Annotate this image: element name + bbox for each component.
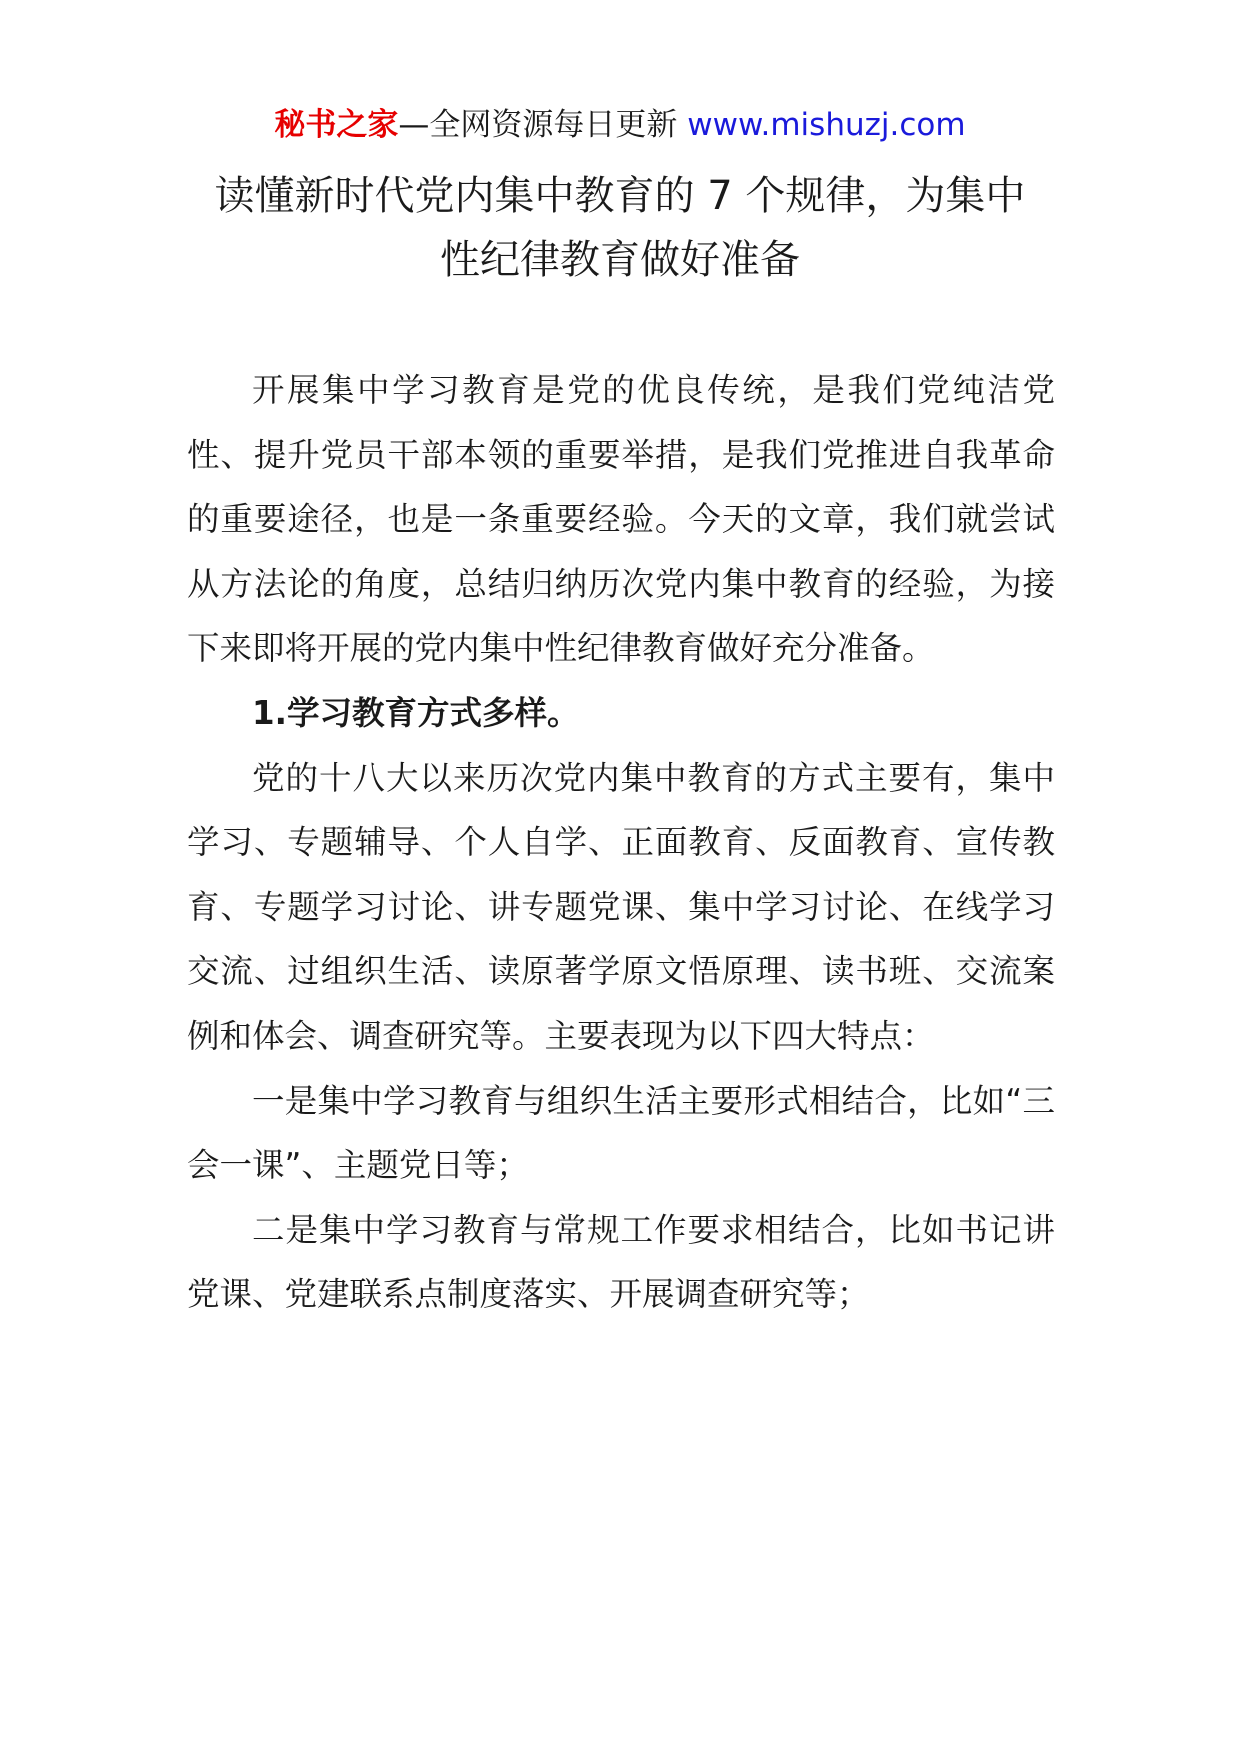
- title-line-2: 性纪律教育做好准备: [440, 237, 800, 283]
- body-paragraph-point-2: 二是集中学习教育与常规工作要求相结合，比如书记讲党课、党建联系点制度落实、开展调查研究等；: [187, 1210, 1055, 1314]
- body-paragraph: 党的十八大以来历次党内集中教育的方式主要有，集中学习、专题辅导、个人自学、正面教育、反面教育、宣传教育、专题学习讨论、讲专题党课、集中学习讨论、在线学习交流、过组织生活、读原著学原文悟原理、读书班、交流案例和体会、调查研究等。主要表现为以下四大特点：: [187, 758, 1055, 1055]
- intro-paragraph: 开展集中学习教育是党的优良传统，是我们党纯洁党性、提升党员干部本领的重要举措，是我们党推进自我革命的重要途径，也是一条重要经验。今天的文章，我们就尝试从方法论的角度，总结归纳历次党内集中教育的经验，为接下来即将开展的党内集中性纪律教育做好充分准备。: [187, 371, 1055, 668]
- banner-tagline: —全网资源每日更新: [398, 107, 678, 143]
- site-url-link[interactable]: www.mishuzj.com: [687, 107, 966, 143]
- brand-name: 秘书之家: [274, 107, 399, 143]
- document-title: [160, 164, 1080, 292]
- title-line-1: 读懂新时代党内集中教育的 7 个规律，为集中: [214, 173, 1026, 219]
- site-banner: [0, 102, 1240, 148]
- body-paragraph-point-1: 一是集中学习教育与组织生活主要形式相结合，比如“三会一课”、主题党日等；: [187, 1081, 1055, 1185]
- section-heading-1: 1.学习教育方式多样。: [252, 693, 580, 732]
- document-body: [187, 358, 1055, 1327]
